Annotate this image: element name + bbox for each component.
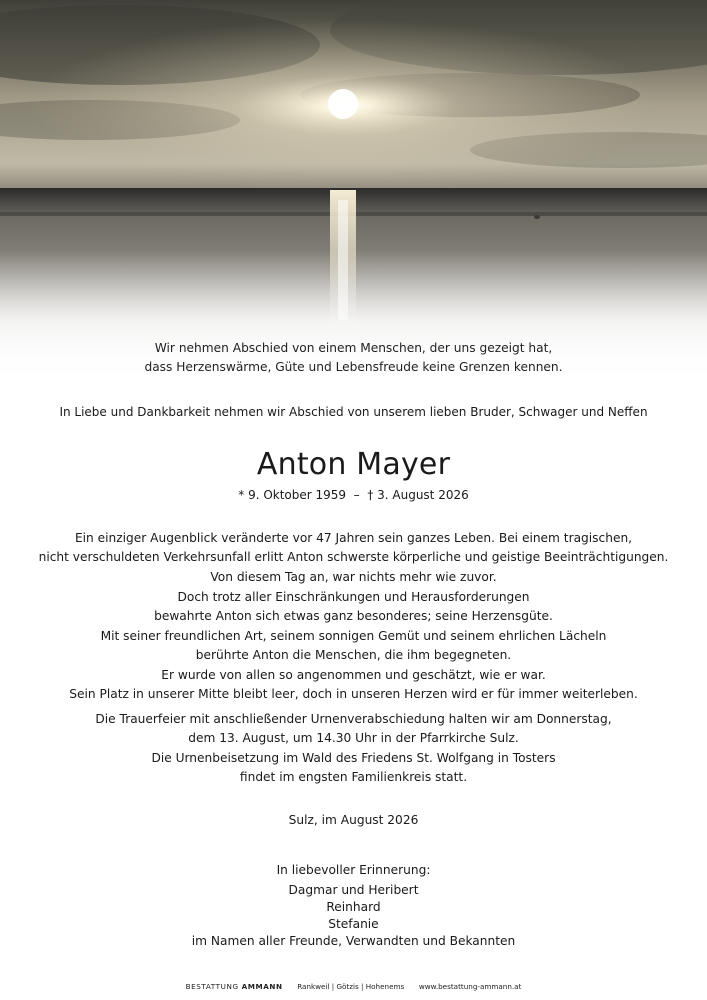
biography-paragraph [0,529,707,566]
funeral-home-logo [186,982,283,991]
memorial-quote [0,339,707,376]
intro-text: In Liebe und Dankbarkeit nehmen wir Abschied von unserem lieben Bruder, Schwager und Neffen [59,405,648,419]
text-line: Er wurde von allen so angenommen und geschätzt, wie er war. [161,668,546,683]
life-dates: * 9. Oktober 1959 – † 3. August 2026 [238,488,469,502]
service-paragraph [0,749,707,786]
mourners-heading: In liebevoller Erinnerung: [276,863,431,877]
mourners-list [0,862,707,950]
sunset-sea-photo [0,0,707,385]
text-line: Sein Platz in unserer Mitte bleibt leer, doch in unseren Herzen wird er für immer weiterleben. [69,686,638,701]
text-line: dem 13. August, um 14.30 Uhr in der Pfarrkirche Sulz. [188,730,519,745]
text-line: Mit seiner freundlichen Art, seinem sonnigen Gemüt und seinem ehrlichen Lächeln [100,629,607,644]
text-line: bewahrte Anton sich etwas ganz besonderes; seine Herzensgüte. [154,608,553,623]
text-line: nicht verschuldeten Verkehrsunfall erlitt Anton schwerste körperliche und geistige Beeinträchtigungen. [38,549,669,564]
text-line: Ein einziger Augenblick veränderte vor 47 Jahren sein ganzes Leben. Bei einem tragischen, [74,531,633,545]
text-line: Von diesem Tag an, war nichts mehr wie zuvor. [210,569,497,584]
text-line: berührte Anton die Menschen, die ihm begegneten. [195,647,512,662]
biography-text [0,529,707,705]
mourner-name: im Namen aller Freunde, Verwandten und Bekannten [191,934,516,948]
place-and-date: Sulz, im August 2026 [288,813,419,827]
text-line: Doch trotz aller Einschränkungen und Herausforderungen [177,590,530,605]
service-paragraph [0,710,707,747]
quote-line: Wir nehmen Abschied von einem Menschen, der uns gezeigt hat, [154,341,553,355]
biography-paragraph [0,568,707,587]
text-line: Die Trauerfeier mit anschließender Urnenverabschiedung halten wir am Donnerstag, [95,712,612,726]
brand-name: AMMANN [241,982,283,991]
mourner-name: Dagmar und Heribert [288,883,419,897]
funeral-home-footer [0,982,707,992]
biography-paragraph [0,627,707,664]
biography-paragraph [0,588,707,625]
funeral-home-website[interactable]: www.bestattung-ammann.at [418,982,522,991]
text-line: Die Urnenbeisetzung im Wald des Friedens St. Wolfgang in Tosters [151,750,556,765]
mourner-name: Reinhard [326,900,381,914]
text-line: findet im engsten Familienkreis statt. [239,769,468,784]
funeral-service-info [0,710,707,788]
deceased-name: Anton Mayer [256,447,451,482]
mourner-name: Stefanie [328,917,379,931]
brand-prefix: BESTATTUNG [185,982,239,991]
funeral-home-locations: Rankweil | Götzis | Hohenems [297,982,405,991]
biography-paragraph [0,666,707,703]
quote-line: dass Herzenswärme, Güte und Lebensfreude keine Grenzen kennen. [144,359,563,374]
